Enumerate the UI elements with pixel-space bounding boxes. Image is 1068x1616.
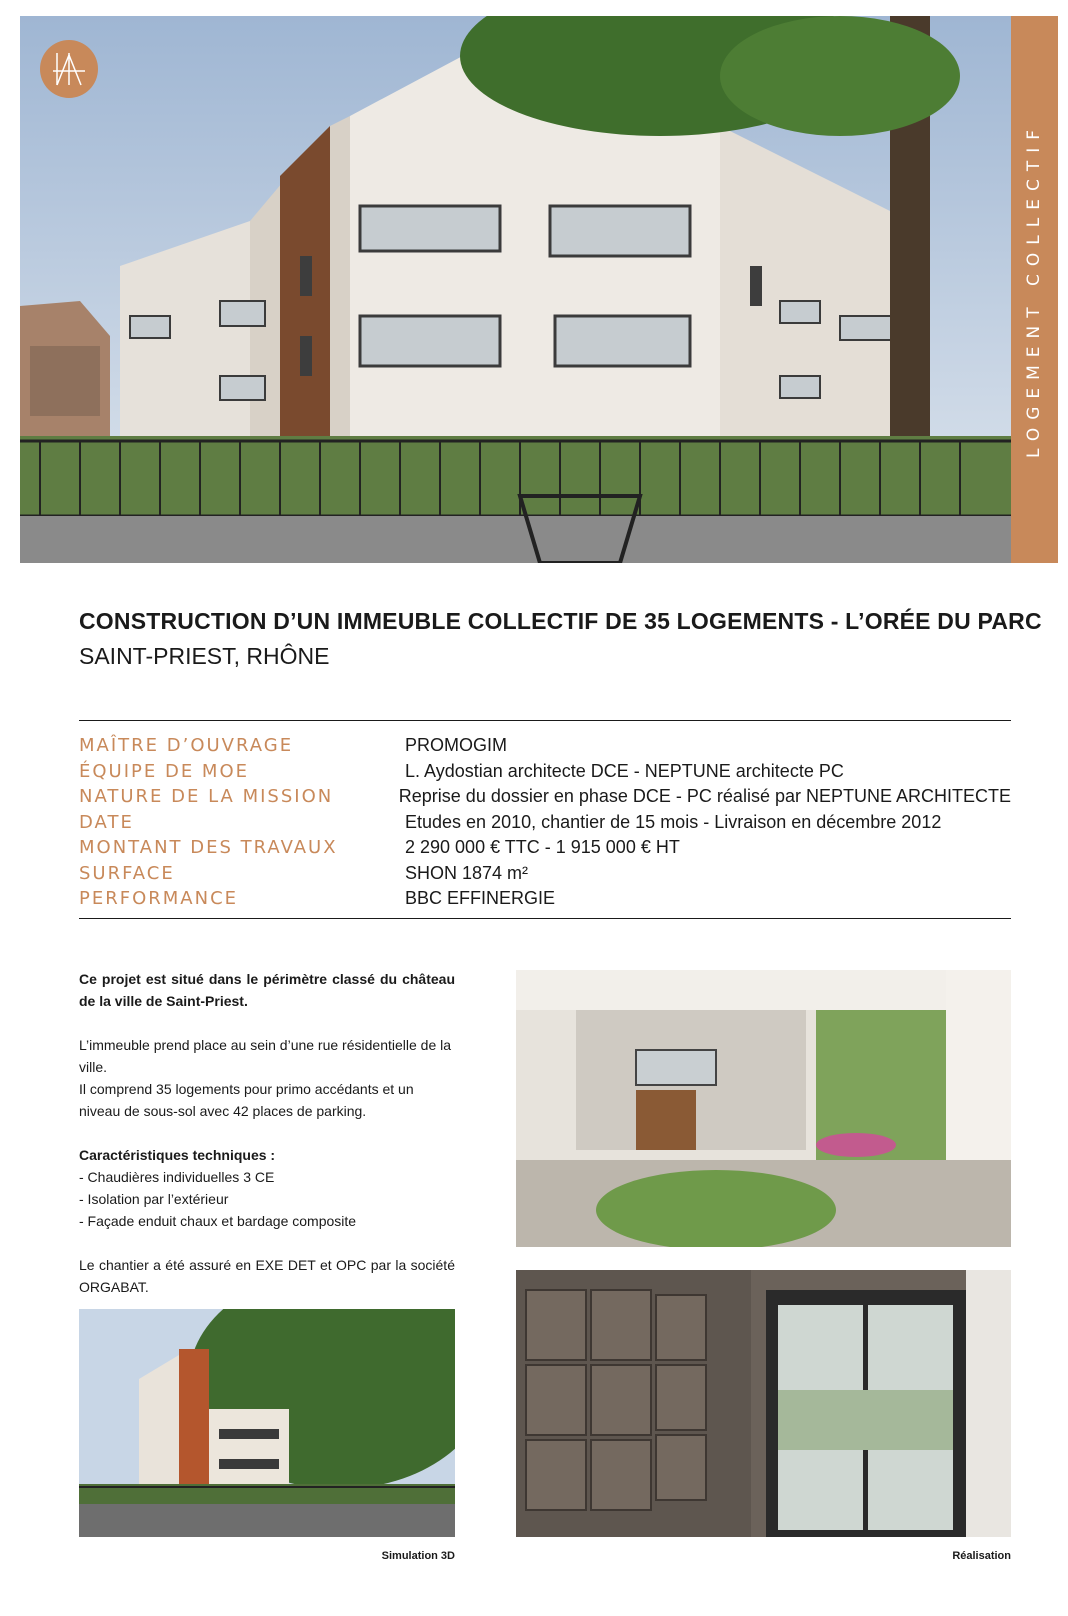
info-value: Etudes en 2010, chantier de 15 mois - Livraison en décembre 2012 [405,811,942,832]
closing-text: Le chantier a été assuré en EXE DET et OPC par la société ORGABAT. [79,1257,455,1295]
info-label: DATE [79,811,134,833]
tech-item: - Façade enduit chaux et bardage composite [79,1213,357,1229]
info-value: PROMOGIM [405,735,507,756]
realisation-caption: Réalisation [952,1550,1011,1562]
tech-heading: Caractéristiques techniques : [79,1147,276,1163]
entrance-hall-photo [516,1270,1011,1537]
monogram-icon [49,49,89,89]
project-info-table [79,720,1011,919]
tech-item: - Isolation par l’extérieur [79,1191,229,1207]
courtyard-photo [516,970,1011,1247]
info-row [79,733,1011,759]
project-description [79,968,455,1320]
tech-item: - Chaudières individuelles 3 CE [79,1169,275,1185]
info-value: L. Aydostian architecte DCE - NEPTUNE architecte PC [405,760,844,781]
category-label: LOGEMENT COLLECTIF [1024,121,1045,458]
info-label: MONTANT DES TRAVAUX [79,837,338,859]
hero-building-photo [20,16,1012,563]
info-row [79,835,1011,861]
info-label: SURFACE [79,862,175,884]
info-row [79,810,1011,836]
info-row [79,861,1011,887]
category-side-band [1011,16,1058,563]
info-row [79,759,1011,785]
info-value: BBC EFFINERGIE [405,888,556,909]
description-line: L’immeuble prend place au sein d’une rue résidentielle de la ville. [79,1037,452,1075]
info-label: ÉQUIPE DE MOE [79,760,249,782]
description-line: Il comprend 35 logements pour primo accédants et un niveau de sous-sol avec 42 places de parking. [79,1081,414,1119]
info-value: SHON 1874 m² [405,862,529,883]
simulation-3d-image [79,1309,455,1537]
simulation-caption: Simulation 3D [381,1550,455,1562]
intro-text: Ce projet est situé dans le périmètre classé du château de la ville de Saint-Priest. [79,971,455,1009]
info-label: NATURE DE LA MISSION [79,786,334,808]
project-title: CONSTRUCTION D’UN IMMEUBLE COLLECTIF DE 35 LOGEMENTS - L’ORÉE DU PARC [79,608,1042,634]
info-row [79,886,1011,912]
info-value: Reprise du dossier en phase DCE - PC réalisé par NEPTUNE ARCHITECTE [398,786,1011,807]
info-label: PERFORMANCE [79,888,239,910]
info-row [79,784,1011,810]
info-label: MAÎTRE D’OUVRAGE [79,735,294,757]
project-location: SAINT-PRIEST, RHÔNE [79,643,330,669]
info-value: 2 290 000 € TTC - 1 915 000 € HT [405,837,680,858]
architect-monogram-logo [40,40,98,98]
